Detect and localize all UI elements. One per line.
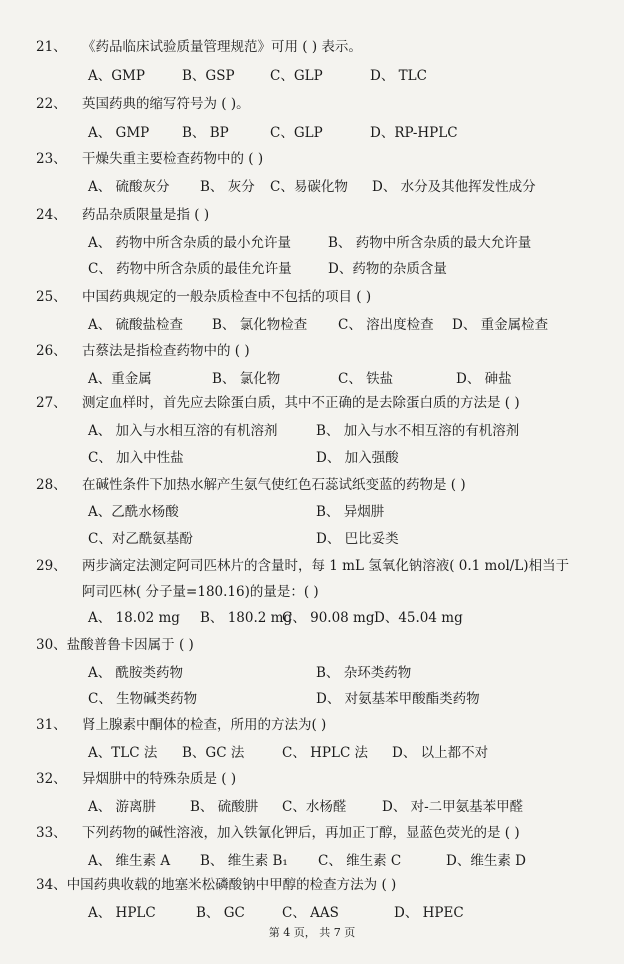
- option-d: D、维生素 D: [446, 853, 526, 869]
- question-text: 盐酸普鲁卡因属于 ( ): [66, 637, 194, 653]
- option-d: D、 水分及其他挥发性成分: [372, 179, 536, 195]
- question-text: 中国药典收载的地塞米松磷酸钠中甲醇的检查方法为 ( ): [66, 877, 397, 893]
- option-b: B、 氯化物: [212, 371, 281, 387]
- option-b: B、 杂环类药物: [316, 665, 412, 681]
- option-b: B、 BP: [182, 125, 229, 141]
- question-number: 21、: [36, 39, 67, 55]
- option-b: B、 氯化物检查: [212, 317, 308, 333]
- option-a: A、 游离肼: [88, 799, 157, 815]
- option-d: D、 加入强酸: [316, 450, 399, 466]
- option-c: C、 溶出度检查: [338, 317, 434, 333]
- question-number: 22、: [36, 96, 67, 112]
- option-a: A、 维生素 A: [88, 853, 171, 869]
- option-c: C、 铁盐: [338, 371, 394, 387]
- option-c: C、 HPLC 法: [282, 745, 369, 761]
- option-c: C、水杨醛: [282, 799, 347, 815]
- option-a: A、GMP: [88, 68, 145, 84]
- option-a: A、 酰胺类药物: [88, 665, 184, 681]
- option-d: D、 对氨基苯甲酸酯类药物: [316, 691, 480, 707]
- question-text: 《药品临床试验质量管理规范》可用 ( ) 表示。: [82, 39, 362, 55]
- option-a: A、 药物中所含杂质的最小允许量: [88, 235, 292, 251]
- question-number: 25、: [36, 289, 67, 305]
- question-text-continued: 阿司匹林( 分子量=180.16)的量是：( ): [82, 584, 319, 600]
- option-d: D、 对-二甲氨基苯甲醛: [382, 799, 524, 815]
- option-b: B、 加入与水不相互溶的有机溶剂: [316, 423, 520, 439]
- question-text: 下列药物的碱性溶液，加入铁氰化钾后，再加正丁醇，显蓝色荧光的是 ( ): [82, 825, 520, 841]
- question-text: 两步滴定法测定阿司匹林片的含量时，每 1 mL 氢氧化钠溶液( 0.1 mol/L)相当于: [82, 558, 570, 574]
- question-text: 药品杂质限量是指 ( ): [82, 207, 210, 223]
- question-number: 33、: [36, 825, 67, 841]
- option-b: B、 硫酸肼: [190, 799, 259, 815]
- option-d: D、 HPEC: [394, 905, 464, 921]
- option-d: D、 巴比妥类: [316, 531, 399, 547]
- option-a: A、 HPLC: [88, 905, 156, 921]
- question-text: 测定血样时，首先应去除蛋白质，其中不正确的是去除蛋白质的方法是 ( ): [82, 395, 520, 411]
- question-number: 34、: [36, 877, 67, 893]
- question-text: 干燥失重主要检查药物中的 ( ): [82, 151, 264, 167]
- option-c: C、 药物中所含杂质的最佳允许量: [88, 261, 292, 277]
- question-text: 在碱性条件下加热水解产生氨气使红色石蕊试纸变蓝的药物是 ( ): [82, 477, 466, 493]
- option-a: A、乙酰水杨酸: [88, 504, 179, 520]
- option-c: C、GLP: [270, 125, 323, 141]
- question-number: 23、: [36, 151, 67, 167]
- option-b: B、GC 法: [182, 745, 245, 761]
- question-number: 32、: [36, 771, 67, 787]
- option-b: B、 180.2 mg: [200, 610, 293, 626]
- option-d: D、 重金属检查: [452, 317, 549, 333]
- option-d: D、 砷盐: [456, 371, 512, 387]
- option-a: A、 加入与水相互溶的有机溶剂: [88, 423, 278, 439]
- option-c: C、 维生素 C: [318, 853, 402, 869]
- option-a: A、 硫酸盐检查: [88, 317, 184, 333]
- question-number: 31、: [36, 717, 67, 733]
- option-d: D、RP-HPLC: [370, 125, 458, 141]
- question-text: 中国药典规定的一般杂质检查中不包括的项目 ( ): [82, 289, 372, 305]
- option-c: C、 90.08 mg: [282, 610, 375, 626]
- option-c: C、对乙酰氨基酚: [88, 531, 193, 547]
- question-number: 26、: [36, 343, 67, 359]
- question-text: 英国药典的缩写符号为 ( )。: [82, 96, 250, 112]
- option-a: A、 GMP: [88, 125, 150, 141]
- option-d: D、药物的杂质含量: [328, 261, 447, 277]
- option-b: B、GSP: [182, 68, 235, 84]
- question-text: 肾上腺素中酮体的检查，所用的方法为( ): [82, 717, 327, 733]
- option-b: B、 维生素 B₁: [200, 853, 288, 869]
- option-b: B、 GC: [196, 905, 245, 921]
- option-b: B、 异烟肼: [316, 504, 385, 520]
- option-d: D、 以上都不对: [392, 745, 489, 761]
- option-c: C、 加入中性盐: [88, 450, 184, 466]
- page-footer: 第 4 页， 共 7 页: [268, 926, 356, 939]
- question-number: 27、: [36, 395, 67, 411]
- option-b: B、 药物中所含杂质的最大允许量: [328, 235, 532, 251]
- question-text: 古蔡法是指检查药物中的 ( ): [82, 343, 250, 359]
- question-text: 异烟肼中的特殊杂质是 ( ): [82, 771, 237, 787]
- option-c: C、易碳化物: [270, 179, 348, 195]
- question-number: 24、: [36, 207, 67, 223]
- option-a: A、TLC 法: [88, 745, 158, 761]
- option-b: B、 灰分: [200, 179, 255, 195]
- option-d: D、45.04 mg: [374, 610, 463, 626]
- question-number: 29、: [36, 558, 67, 574]
- question-number: 30、: [36, 637, 67, 653]
- option-a: A、重金属: [88, 371, 152, 387]
- option-c: C、GLP: [270, 68, 323, 84]
- option-c: C、 生物碱类药物: [88, 691, 198, 707]
- option-a: A、 18.02 mg: [88, 610, 180, 626]
- question-number: 28、: [36, 477, 67, 493]
- option-c: C、 AAS: [282, 905, 339, 921]
- option-d: D、 TLC: [370, 68, 427, 84]
- option-a: A、 硫酸灰分: [88, 179, 170, 195]
